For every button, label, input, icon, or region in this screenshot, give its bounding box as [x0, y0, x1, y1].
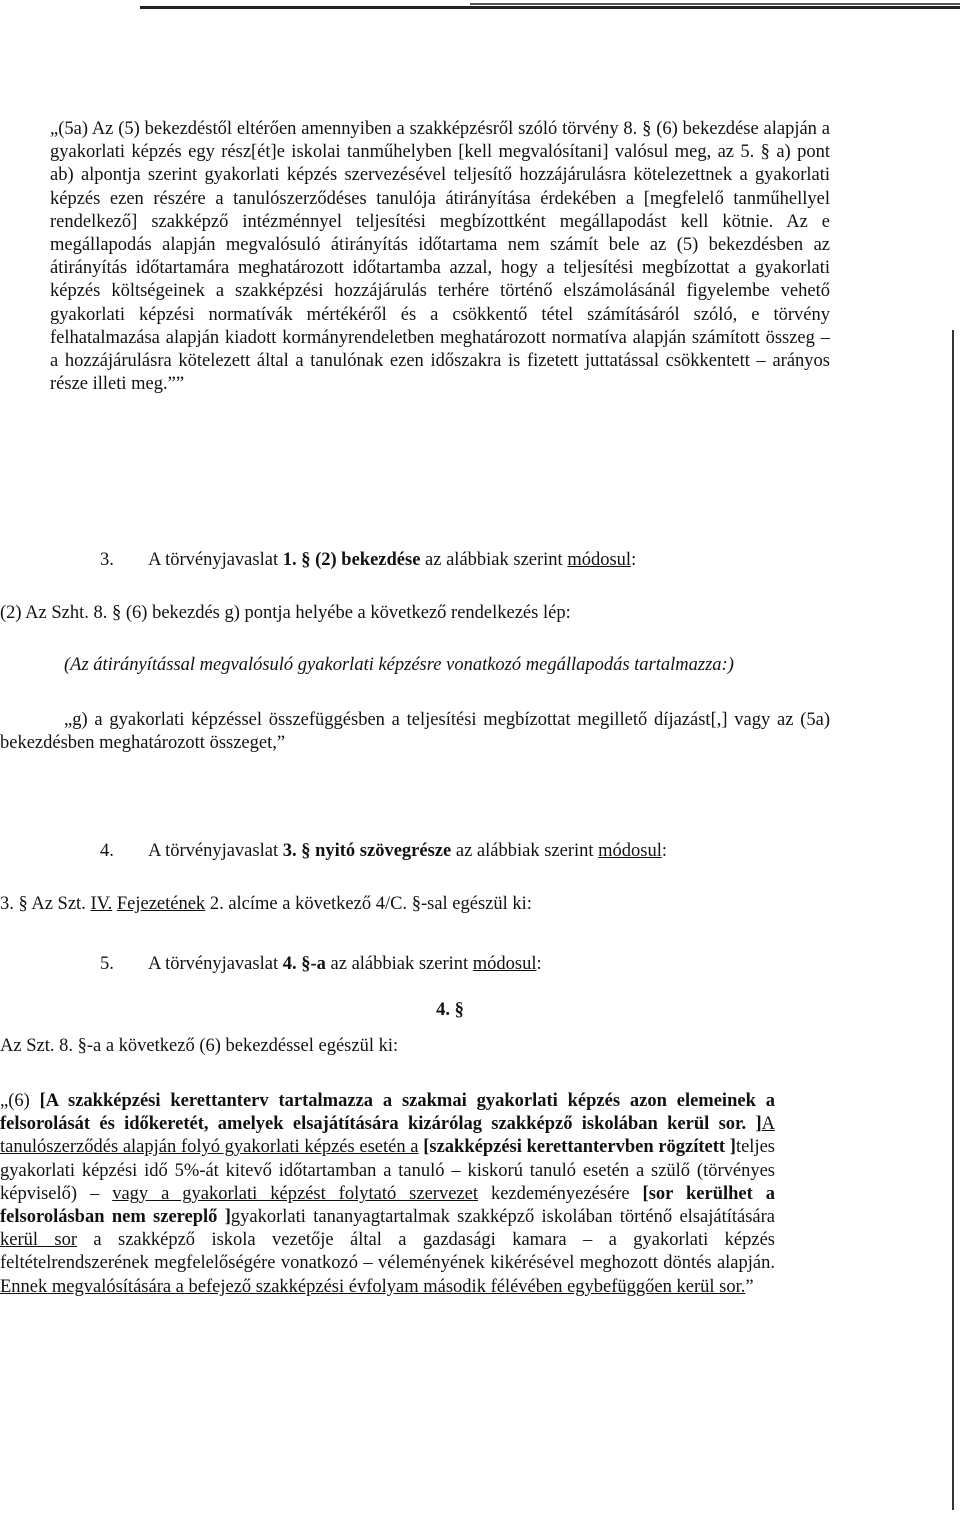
- line-text: 3. § Az Szt.: [0, 894, 86, 915]
- p6-inserted-4: Ennek megvalósítására a befejező szakképzési évfolyam második félévében egybefüggően kerül sor.: [0, 1276, 746, 1297]
- p6-close: ”: [745, 1276, 754, 1297]
- document-page: [0, 118, 830, 1299]
- p6-open: „(6): [0, 1091, 40, 1112]
- paragraph-6: [0, 1090, 775, 1299]
- amendment-ref: 4. §-a: [282, 954, 326, 975]
- amendment-colon: :: [536, 954, 542, 975]
- amendment-mid: az alábbiak szerint: [425, 550, 563, 570]
- amendment-ref: 1. § (2) bekezdése: [282, 550, 421, 570]
- p6-deleted-3: [sor kerülhet a felsorolásban nem szereplő ]: [0, 1183, 775, 1228]
- margin-rule: [952, 330, 954, 1510]
- p6-text-5: a szakképző iskola vezetője által a gazdasági kamara – a gyakorlati képzés feltételrendszerének megfelelőségére vonatkozó – véleményének kikérésével meghozott döntés alapján.: [0, 1230, 775, 1274]
- amendment-3-italic: (Az átirányítással megvalósuló gyakorlati képzésre vonatkozó megállapodás tartalmazza:): [64, 655, 734, 676]
- amendment-modosul: módosul: [567, 550, 632, 570]
- amendment-number: 3.: [100, 550, 114, 570]
- amendment-ref: 3. § nyitó szövegrésze: [282, 841, 452, 862]
- amendment-pre: A törvényjavaslat: [148, 954, 279, 975]
- p6-text-2: teljes gyakorlati képzési idő 5%-át kitevő időtartamban a tanuló – kiskorú tanuló esetén a szülő (törvényes képviselő) –: [0, 1137, 775, 1204]
- amendment-3-heading: [50, 549, 830, 572]
- p6-deleted-1: [A szakképzési kerettanterv tartalmazza a szakmai gyakorlati képzés azon elemeinek a felsorolását és időkeretét, amelyek elsajátítására kizárólag szakképző iskolában kerül sor. ]: [0, 1091, 775, 1135]
- amendment-pre: A törvényjavaslat: [148, 550, 279, 570]
- amendment-pre: A törvényjavaslat: [148, 841, 279, 862]
- line-underlined-word: Fejezetének: [116, 894, 206, 915]
- p6-text-3: kezdeményezésére: [477, 1183, 643, 1204]
- section-number: 4. §: [436, 999, 464, 1020]
- amendment-3-point-g: „g) a gyakorlati képzéssel összefüggésben a teljesítési megbízottat megillető díjazást[,] vagy az (5a) bekezdésben meghatározott összeget,”: [0, 709, 830, 753]
- amendment-mid: az alábbiak szerint: [330, 954, 469, 975]
- amendment-5-line: Az Szt. 8. §-a a következő (6) bekezdéssel egészül ki:: [0, 1035, 399, 1056]
- amendment-3-line: (2) Az Szht. 8. § (6) bekezdés g) pontja helyébe a következő rendelkezés lép:: [0, 603, 571, 624]
- p6-deleted-2: [szakképzési kerettantervben rögzített ]: [418, 1137, 736, 1158]
- amendment-modosul: módosul: [598, 841, 662, 862]
- p6-inserted-3: kerül sor: [0, 1230, 78, 1251]
- line-underlined-chapter: IV.: [90, 894, 113, 915]
- amendment-5-heading: [50, 953, 830, 976]
- p6-text-4: gyakorlati tananyagtartalmak szakképző iskolában történő elsajátítására: [230, 1207, 775, 1228]
- scan-edge-line: [470, 3, 960, 5]
- p6-inserted-2: vagy a gyakorlati képzést folytató szervezet: [112, 1183, 478, 1204]
- p6-inserted-1: A tanulószerződés alapján folyó gyakorlati képzés esetén a: [0, 1114, 775, 1158]
- paragraph-5a: „(5a) Az (5) bekezdéstől eltérően amennyiben a szakképzésről szóló törvény 8. § (6) bekezdése alapján a gyakorlati képzés egy rész[ét]e iskolai tanműhelyben [kell megvalósítani] valósul meg, az 5. § a) pont ab) alpontja szerint gyakorlati képzés szervezésével teljesítő hozzájárulásra kötelezettnek a gyakorlati képzés ezen részére a tanulószerződéses tanulója átirányítása érdekében a [megfelelő tanműhellyel rendelkező] szakképző intézménnyel teljesítési megbízottként megállapodást kell kötnie. Az e megállapodás alapján megvalósuló átirányítás időtartama nem számít bele az (5) bekezdésben az átirányítás időtartamára meghatározott időtartamba azzal, hogy a teljesítési megbízottat a gyakorlati képzés költségeinek a szakképzési hozzájárulás terhére történő elszámolásánál figyelembe vehető gyakorlati képzési normatívák mértékéről és a csökkentő tétel számításáról szóló, e törvény felhatalmazása alapján kiadott kormányrendeletben meghatározott normatíva alapján számított összeg – a hozzájárulásra kötelezett által a tanulónak ezen időszakra is fizetett juttatással csökkentett – arányos része illeti meg.””: [50, 119, 830, 395]
- amendment-modosul: módosul: [472, 954, 537, 975]
- amendment-4-line: [0, 893, 830, 916]
- amendment-colon: :: [631, 550, 637, 570]
- amendment-mid: az alábbiak szerint: [455, 841, 594, 862]
- line-text-end: 2. alcíme a következő 4/C. §-sal egészül ki:: [209, 894, 532, 915]
- amendment-colon: :: [661, 841, 668, 862]
- header-rule: [140, 6, 960, 9]
- amendment-number: 4.: [100, 841, 114, 862]
- amendment-4-heading: [50, 840, 830, 863]
- amendment-number: 5.: [100, 954, 114, 975]
